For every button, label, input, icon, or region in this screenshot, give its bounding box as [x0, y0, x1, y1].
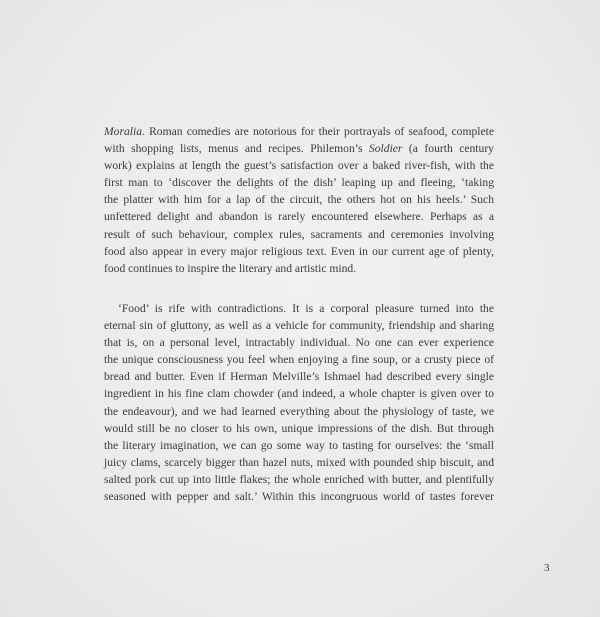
text-line: unfettered delight and abandon is rarely encountered elsewhere. Perhaps as a [104, 210, 494, 224]
text-line: ‘Food’ is rife with contradictions. It is a corporal pleasure turned into the [118, 302, 494, 315]
text-line: Moralia. Roman comedies are notorious for their portrayals of seafood, complete [104, 125, 494, 138]
text-line: first man to ‘discover the delights of the dish’ leaping up and fleeing, ‘taking [104, 176, 494, 190]
text-line: result of such behaviour, complex rules, sacraments and ceremonies involving [104, 227, 494, 241]
italic-title: Soldier [368, 142, 403, 156]
text-line: ingredient in his fine clam chowder (and indeed, a whole chapter is given over to [104, 387, 494, 401]
text-line: food also appear in every major religious text. Even in our current age of plenty, [104, 244, 494, 258]
text-line: the endeavour), and we had learned everything about the physiology of taste, we [104, 404, 494, 418]
text-line: bread and butter. Even if Herman Melville’s Ishmael had described every single [104, 370, 494, 384]
text-line: seasoned with pepper and salt.’ Within this incongruous world of tastes forever [104, 490, 494, 504]
text-line: would still be no closer to his own, unique impressions of the dish. But through [104, 421, 494, 435]
paragraph-1 [104, 123, 494, 277]
text-line: work) explains at length the guest’s satisfaction over a baked river-fish, with the [104, 159, 494, 173]
page-number: 3 [544, 562, 550, 574]
text-line: salted pork cut up into little flakes; the whole enriched with butter, and plentifully [104, 472, 494, 486]
text-line: the platter with him for a lap of the circuit, the others hot on his heels.’ Such [104, 193, 494, 207]
paragraph-2 [104, 300, 494, 505]
text-line: that is, on a personal level, intractably individual. No one can ever experience [104, 336, 494, 350]
italic-title: Moralia. [104, 125, 145, 138]
text-line: the unique consciousness you feel when enjoying a fine soup, or a crusty piece of [104, 353, 494, 367]
text-line: the literary imagination, we can go some way to tasting for ourselves: the ‘small [104, 438, 494, 452]
text-line: with shopping lists, menus and recipes. Philemon’s Soldier (a fourth century [104, 142, 494, 156]
text-line: juicy clams, scarcely bigger than hazel nuts, mixed with pounded ship biscuit, and [104, 455, 494, 469]
text-line: food continues to inspire the literary and artistic mind. [104, 261, 357, 275]
text-line: eternal sin of gluttony, as well as a vehicle for community, friendship and sharing [104, 319, 494, 333]
